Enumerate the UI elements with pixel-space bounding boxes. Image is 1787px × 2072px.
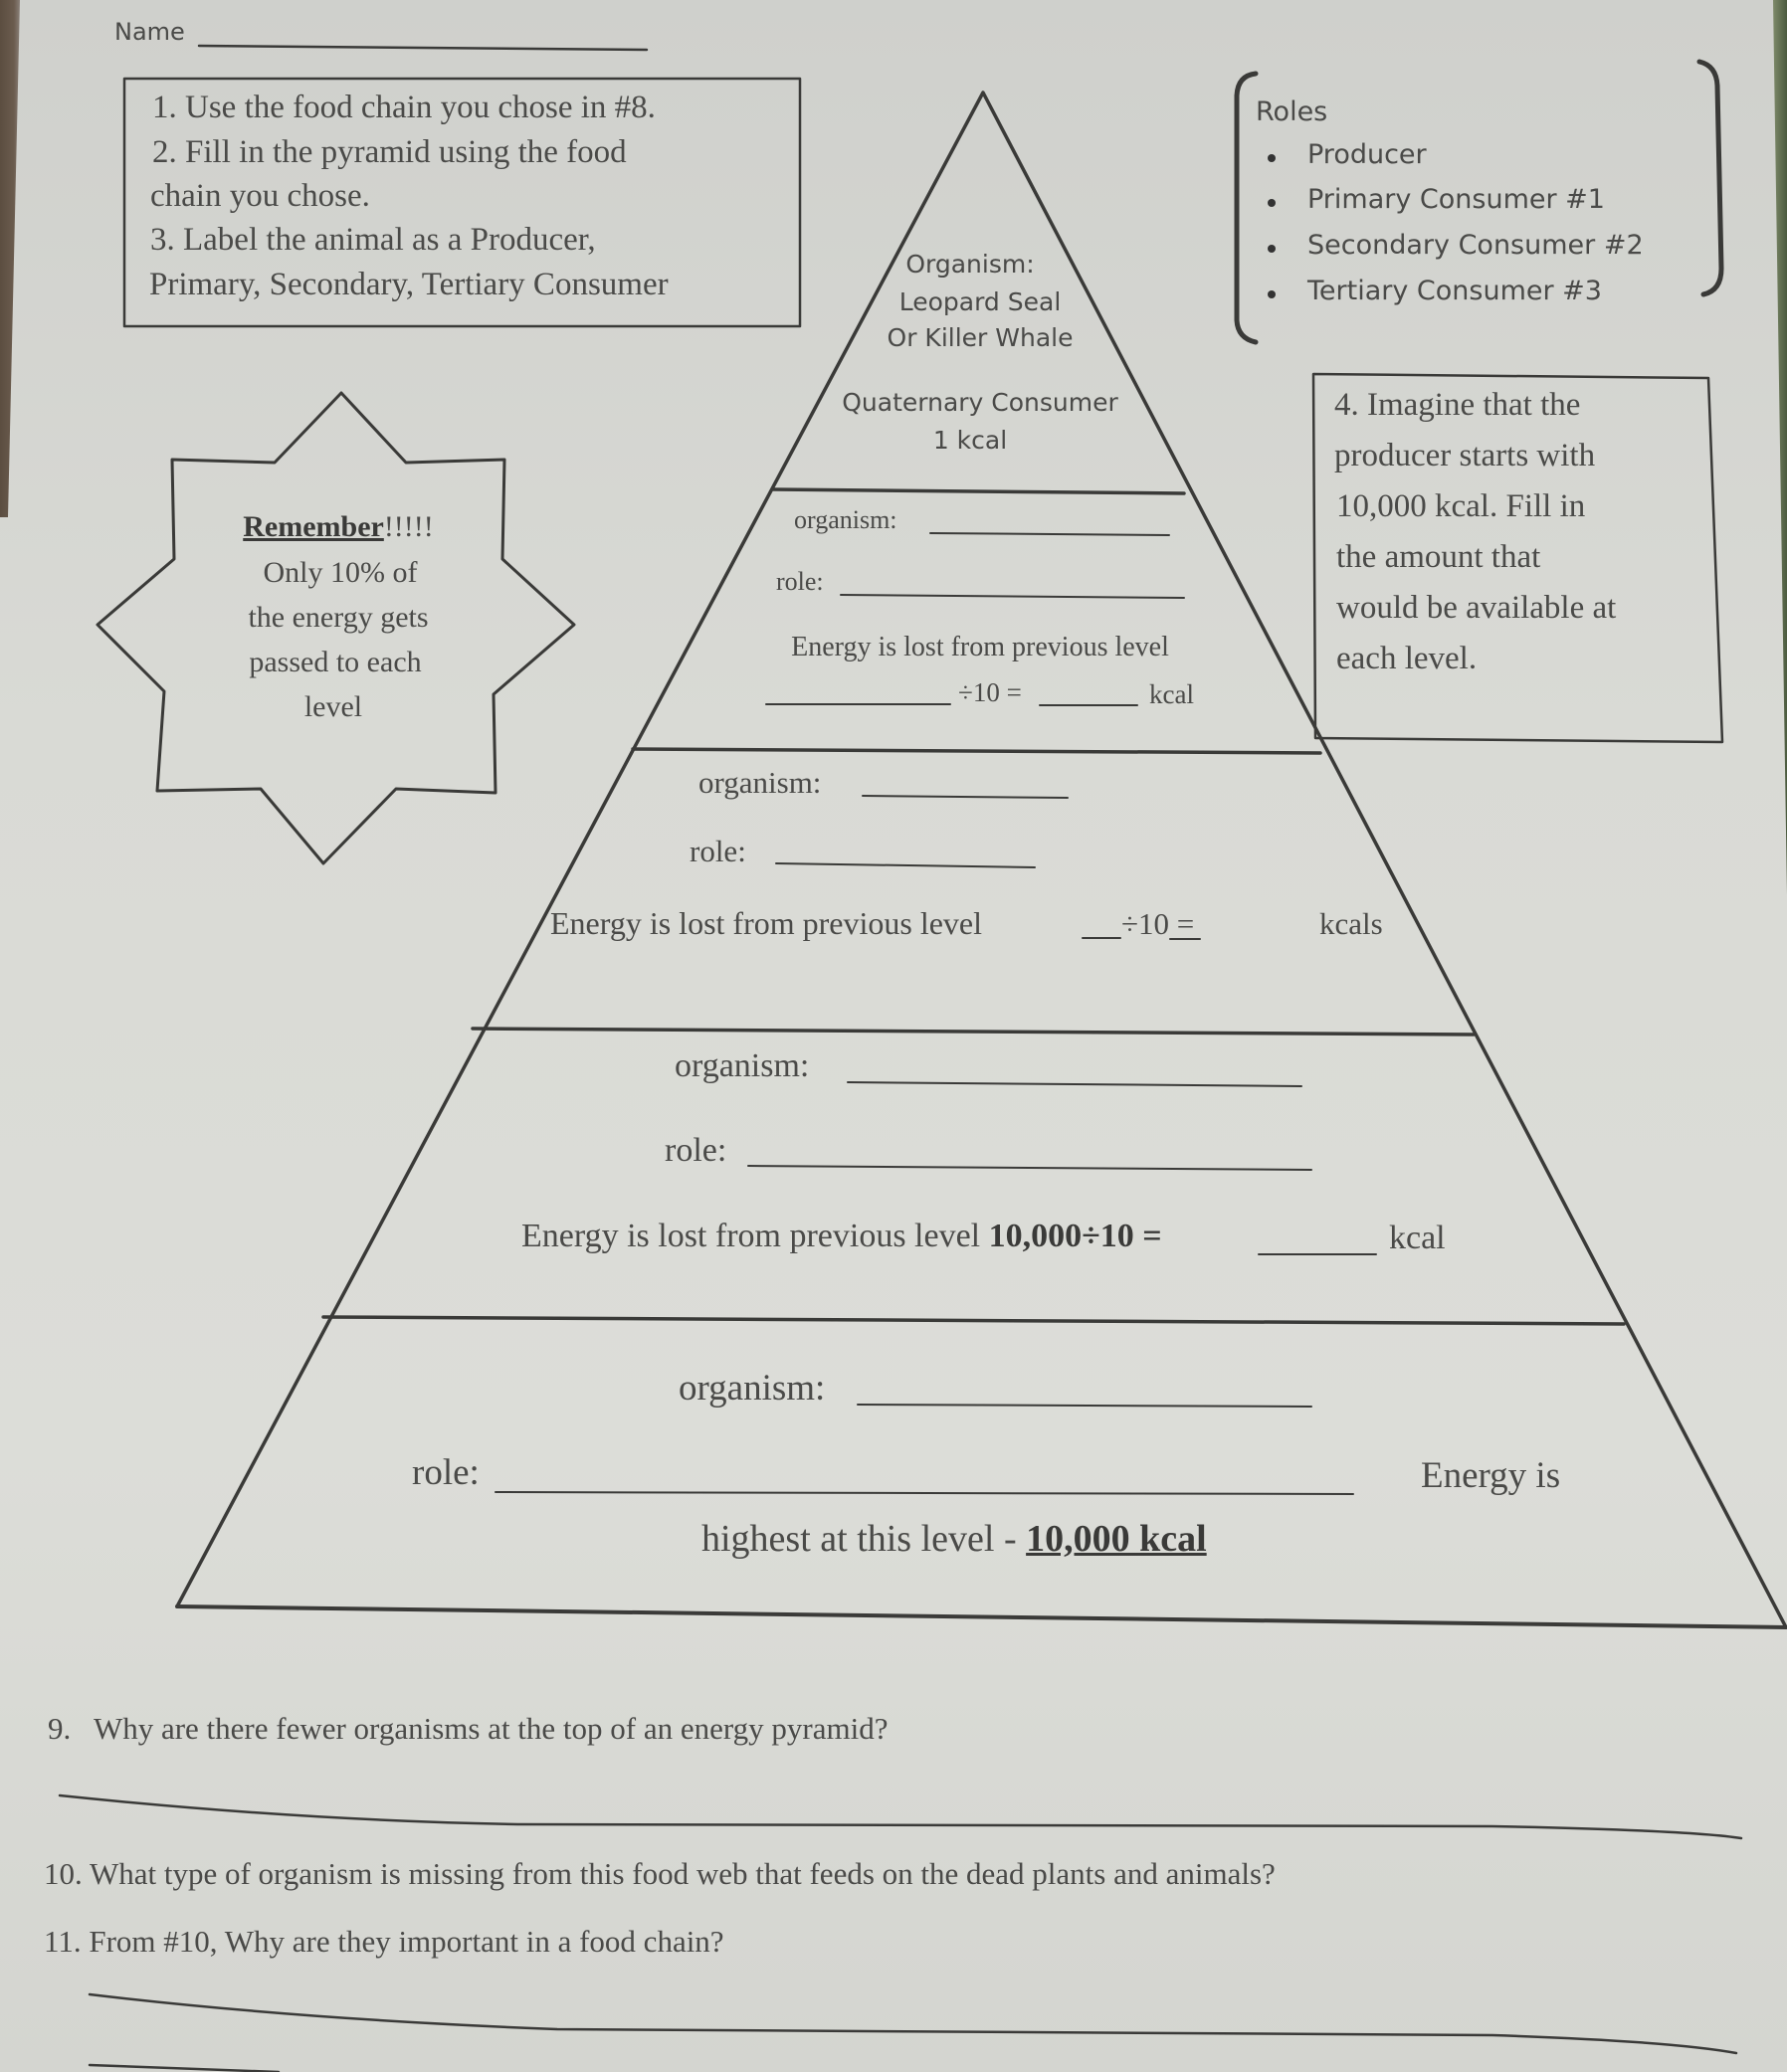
level4-role-line (748, 1166, 1311, 1170)
pyramid-divider-4 (323, 1317, 1624, 1324)
level3-organism-input[interactable] (863, 766, 1068, 798)
roles-right-bracket (1699, 62, 1721, 294)
role-item: Producer (1307, 139, 1427, 170)
level4-organism-input[interactable] (848, 1049, 1301, 1083)
imagine-line: producer starts with (1334, 438, 1596, 473)
imagine-line: 4. Imagine that the (1334, 387, 1581, 423)
imagine-line: the amount that (1336, 539, 1541, 575)
top-organism-value: Leopard Seal (898, 287, 1062, 316)
imagine-line: would be available at (1336, 590, 1617, 626)
roles-title: Roles (1256, 96, 1328, 127)
level4-energy-line (521, 1220, 1162, 1253)
question-11 (44, 1926, 724, 1957)
question-text: Why are there fewer organisms at the top of an energy pyramid? (93, 1711, 889, 1746)
base-highest-value: 10,000 kcal (1026, 1518, 1207, 1560)
level3-result-input[interactable] (1170, 907, 1200, 938)
pyramid-divider-2 (633, 749, 1320, 753)
remember-title: Remember (243, 510, 384, 543)
q9-answer-area[interactable] (60, 1781, 1741, 1830)
base-highest-line (701, 1520, 1207, 1558)
bullet-icon (1268, 199, 1276, 207)
level3-role-label: role: (690, 834, 746, 868)
top-energy: 1 kcal (932, 426, 1008, 455)
level2-organism-label: organism: (794, 505, 897, 534)
level3-unit: kcals (1319, 906, 1383, 941)
base-organism-input[interactable] (858, 1370, 1311, 1406)
base-organism-label: organism: (679, 1368, 826, 1409)
q11-answer-area[interactable] (90, 1979, 1736, 2039)
level2-energy-text: Energy is lost from previous level (791, 632, 1169, 662)
base-energy-is: Energy is (1421, 1455, 1561, 1496)
level4-organism-label: organism: (675, 1047, 810, 1084)
pyramid-divider-3 (473, 1029, 1474, 1035)
level4-energy-text: Energy is lost from previous level (521, 1218, 981, 1254)
level4-role-label: role: (665, 1132, 727, 1169)
level4-result-input[interactable] (1259, 1221, 1376, 1254)
level4-role-input[interactable] (748, 1132, 1311, 1166)
level3-role-input[interactable] (776, 834, 1035, 865)
role-item: Primary Consumer #1 (1307, 184, 1605, 215)
level3-divide-text: ÷10 = (1121, 906, 1195, 941)
question-number: 9. (48, 1711, 72, 1746)
instruction-line: chain you chose. (150, 178, 370, 214)
base-role-input[interactable] (496, 1454, 1353, 1492)
remember-line: the energy gets (248, 601, 429, 634)
question-10 (44, 1858, 1276, 1889)
name-field[interactable] (199, 18, 647, 48)
instruction-line: 2. Fill in the pyramid using the food (152, 134, 627, 170)
level2-divide-text: ÷10 = (958, 677, 1022, 707)
bullet-icon (1268, 290, 1276, 298)
base-role-line (496, 1492, 1353, 1494)
instruction-line: Primary, Secondary, Tertiary Consumer (149, 267, 669, 302)
q11-answer-line-2 (90, 2065, 279, 2072)
level4-unit: kcal (1389, 1220, 1446, 1256)
level2-organism-input[interactable] (930, 505, 1169, 535)
pyramid-divider-1 (773, 489, 1184, 493)
remember-heading (243, 512, 434, 542)
level2-result-input[interactable] (1040, 676, 1137, 704)
question-number: 11. (44, 1924, 82, 1959)
question-text: From #10, Why are they important in a food chain? (89, 1924, 724, 1959)
role-item: Tertiary Consumer #3 (1307, 276, 1602, 306)
pyramid-base-line (177, 1606, 1786, 1627)
base-role-label: role: (412, 1452, 480, 1493)
level4-equation: 10,000÷10 = (988, 1218, 1162, 1254)
instruction-line: 3. Label the animal as a Producer, (150, 222, 596, 258)
level2-previous-energy-input[interactable] (766, 676, 950, 704)
remember-exclaim: !!!!! (383, 510, 434, 543)
level2-unit: kcal (1149, 679, 1194, 709)
level3-organism-label: organism: (698, 765, 822, 800)
instruction-line: 1. Use the food chain you chose in #8. (152, 90, 656, 125)
top-organism-label: Organism: (905, 250, 1035, 279)
remember-line: level (303, 690, 363, 723)
question-number: 10. (44, 1856, 83, 1891)
imagine-line: 10,000 kcal. Fill in (1336, 488, 1586, 524)
bullet-icon (1268, 154, 1276, 162)
roles-left-bracket (1237, 74, 1256, 342)
level2-role-label: role: (776, 567, 824, 596)
question-text: What type of organism is missing from this food web that feeds on the dead plants and animals? (89, 1856, 1276, 1891)
top-organism-value-alt: Or Killer Whale (887, 323, 1074, 352)
remember-line: passed to each (249, 646, 422, 678)
level3-previous-energy-input[interactable] (1083, 907, 1120, 938)
top-role: Quaternary Consumer (842, 388, 1118, 417)
remember-line: Only 10% of (263, 556, 418, 589)
question-9 (48, 1713, 888, 1744)
role-item: Secondary Consumer #2 (1307, 230, 1644, 261)
level2-role-input[interactable] (841, 567, 1184, 597)
base-highest-text: highest at this level - (701, 1518, 1027, 1560)
imagine-line: each level. (1336, 641, 1478, 676)
level3-energy-text: Energy is lost from previous level (550, 905, 982, 941)
bullet-icon (1268, 245, 1276, 253)
name-label: Name (114, 18, 185, 46)
